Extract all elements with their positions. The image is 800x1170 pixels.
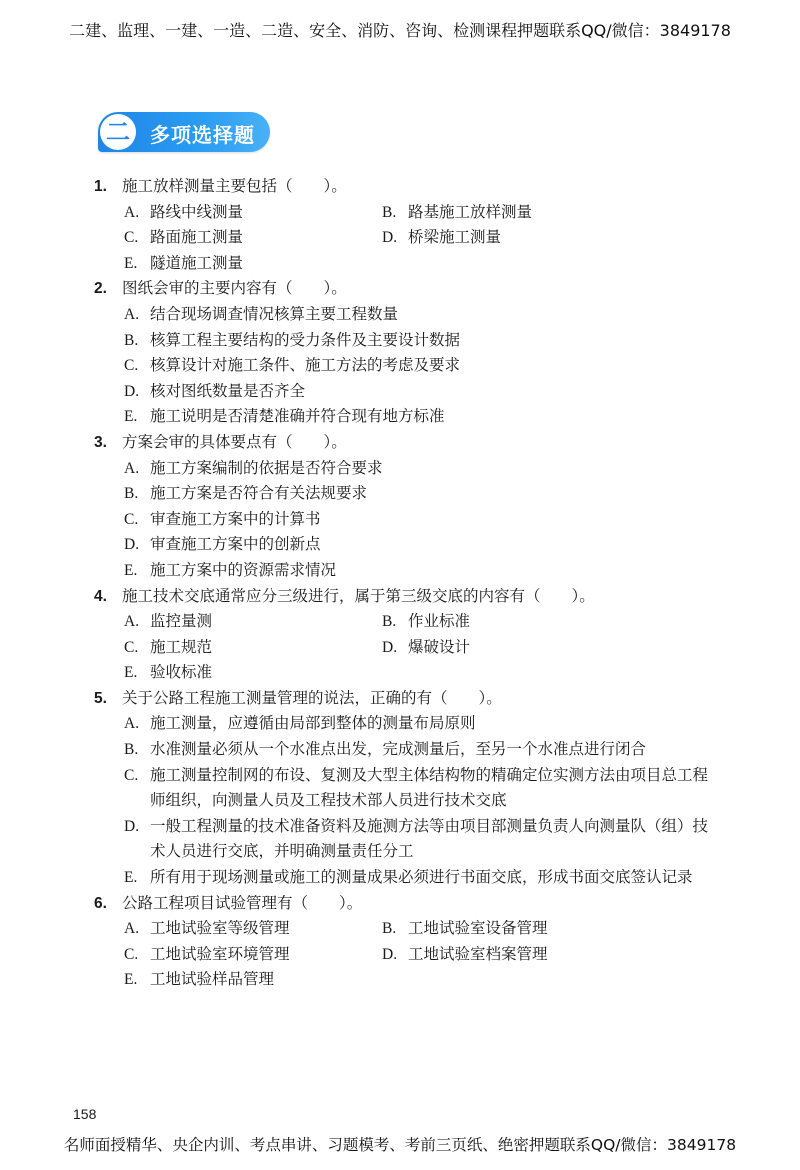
- question-stem: [94, 174, 714, 200]
- option-letter: B.: [382, 920, 397, 938]
- option-list: [94, 302, 714, 430]
- question-text: 公路工程项目试验管理有（ ）。: [122, 893, 363, 912]
- question-item: [94, 174, 714, 276]
- option-letter: D.: [124, 536, 140, 554]
- option-item: [124, 481, 714, 507]
- option-letter: C.: [124, 510, 139, 528]
- question-stem: [94, 276, 714, 302]
- option-text: 核对图纸数量是否齐全: [150, 381, 306, 400]
- question-number: 1.: [94, 178, 107, 195]
- option-text: 监控量测: [150, 612, 213, 631]
- option-text: 工地试验室环境管理: [150, 944, 290, 963]
- option-list: [94, 711, 714, 890]
- option-letter: D.: [124, 817, 140, 835]
- option-letter: B.: [124, 485, 139, 503]
- question-number: 4.: [94, 587, 107, 605]
- option-text: 施工方案中的资源需求情况: [150, 560, 337, 579]
- option-item: [124, 814, 714, 865]
- option-item: [382, 942, 632, 968]
- question-stem: [94, 891, 714, 917]
- option-item: [124, 660, 382, 686]
- option-item: [124, 609, 382, 635]
- option-item: [124, 635, 382, 661]
- option-item: [124, 404, 714, 430]
- option-letter: D.: [382, 945, 398, 963]
- option-text: 工地试验样品管理: [150, 970, 275, 989]
- option-text: 爆破设计: [408, 637, 471, 656]
- option-item: [124, 507, 714, 533]
- option-letter: C.: [124, 945, 139, 963]
- option-text: 所有用于现场测量或施工的测量成果必须进行书面交底，形成书面交底签认记录: [150, 868, 693, 887]
- option-list: [94, 456, 714, 584]
- question-item: [94, 686, 714, 891]
- option-item: [124, 967, 382, 993]
- option-text: 施工方案是否符合有关法规要求: [150, 484, 368, 503]
- option-item: [124, 379, 714, 405]
- option-text: 审查施工方案中的创新点: [150, 535, 321, 554]
- option-item: [382, 916, 632, 942]
- option-text: 核算工程主要结构的受力条件及主要设计数据: [150, 330, 461, 349]
- option-letter: C.: [124, 357, 139, 375]
- question-text: 关于公路工程施工测量管理的说法，正确的有（ ）。: [122, 688, 502, 707]
- option-letter: E.: [124, 971, 138, 989]
- header-banner: 二建、监理、一建、一造、二造、安全、消防、咨询、检测课程押题联系QQ/微信：3849178: [69, 21, 731, 40]
- option-letter: E.: [124, 254, 138, 272]
- option-letter: B.: [382, 613, 397, 631]
- option-item: [124, 456, 714, 482]
- question-text: 图纸会审的主要内容有（ ）。: [122, 279, 347, 298]
- option-item: [382, 225, 632, 251]
- option-item: [124, 558, 714, 584]
- option-letter: C.: [124, 638, 139, 656]
- option-item: [124, 353, 714, 379]
- question-number: 2.: [94, 280, 107, 298]
- option-text: 施工方案编制的依据是否符合要求: [150, 458, 383, 477]
- option-item: [124, 711, 714, 737]
- option-letter: E.: [124, 664, 138, 682]
- question-text: 施工技术交底通常应分三级进行，属于第三级交底的内容有（ ）。: [122, 586, 595, 605]
- question-item: [94, 276, 714, 430]
- question-list: [94, 174, 714, 993]
- question-item: [94, 430, 714, 584]
- question-stem: [94, 584, 714, 610]
- option-item: [124, 328, 714, 354]
- option-letter: A.: [124, 920, 140, 938]
- option-text: 路基施工放样测量: [408, 202, 533, 221]
- option-item: [124, 251, 382, 277]
- question-number: 3.: [94, 433, 107, 451]
- option-text: 施工测量控制网的布设、复测及大型主体结构物的精确定位实测方法由项目总工程师组织，向测量人员及工程技术部人员进行技术交底: [150, 765, 709, 810]
- option-letter: A.: [124, 459, 140, 477]
- option-letter: E.: [124, 561, 138, 579]
- section-heading: [98, 112, 270, 152]
- section-title: 多项选择题: [150, 123, 255, 147]
- option-text: 路面施工测量: [150, 228, 244, 247]
- option-item: [382, 635, 632, 661]
- question-stem: [94, 430, 714, 456]
- option-item: [124, 763, 714, 814]
- option-text: 验收标准: [150, 663, 213, 682]
- option-item: [124, 942, 382, 968]
- option-letter: B.: [124, 741, 139, 759]
- option-letter: A.: [124, 305, 140, 323]
- page-number: 158: [73, 1106, 97, 1122]
- option-text: 工地试验室档案管理: [408, 944, 548, 963]
- option-text: 隧道施工测量: [150, 253, 244, 272]
- option-text: 审查施工方案中的计算书: [150, 509, 321, 528]
- option-text: 桥梁施工测量: [408, 228, 502, 247]
- option-text: 施工说明是否清楚准确并符合现有地方标准: [150, 407, 445, 426]
- option-list: [94, 200, 714, 277]
- option-letter: E.: [124, 869, 138, 887]
- question-number: 6.: [94, 894, 107, 912]
- option-text: 核算设计对施工条件、施工方法的考虑及要求: [150, 356, 461, 375]
- option-letter: A.: [124, 715, 140, 733]
- option-item: [124, 200, 382, 226]
- option-text: 路线中线测量: [150, 202, 244, 221]
- section-number-badge: 二: [100, 114, 136, 150]
- option-item: [124, 532, 714, 558]
- option-item: [124, 737, 714, 763]
- option-text: 作业标准: [408, 612, 471, 631]
- option-letter: C.: [124, 229, 139, 247]
- option-text: 一般工程测量的技术准备资料及施测方法等由项目部测量负责人向测量队（组）技术人员进行交底，并明确测量责任分工: [150, 816, 709, 861]
- footer-banner: 名师面授精华、央企内训、考点串讲、习题模考、考前三页纸、绝密押题联系QQ/微信：3849178: [63, 1136, 737, 1154]
- option-item: [124, 865, 714, 891]
- option-letter: A.: [124, 613, 140, 631]
- option-item: [382, 609, 632, 635]
- option-letter: B.: [382, 203, 397, 221]
- option-text: 结合现场调查情况核算主要工程数量: [150, 304, 399, 323]
- option-text: 水准测量必须从一个水准点出发，完成测量后，至另一个水准点进行闭合: [150, 740, 647, 759]
- option-text: 施工测量，应遵循由局部到整体的测量布局原则: [150, 714, 476, 733]
- question-item: [94, 891, 714, 993]
- option-letter: E.: [124, 408, 138, 426]
- question-text: 方案会审的具体要点有（ ）。: [122, 432, 347, 451]
- question-item: [94, 584, 714, 686]
- option-text: 施工规范: [150, 637, 213, 656]
- question-number: 5.: [94, 689, 107, 707]
- option-item: [124, 916, 382, 942]
- option-item: [124, 225, 382, 251]
- question-stem: [94, 686, 714, 712]
- option-list: [94, 916, 714, 993]
- option-letter: D.: [382, 229, 398, 247]
- option-letter: B.: [124, 331, 139, 349]
- option-letter: D.: [124, 382, 140, 400]
- option-item: [124, 302, 714, 328]
- option-letter: A.: [124, 203, 140, 221]
- option-list: [94, 609, 714, 686]
- option-text: 工地试验室等级管理: [150, 919, 290, 938]
- option-item: [382, 200, 632, 226]
- option-letter: C.: [124, 766, 139, 784]
- option-letter: D.: [382, 638, 398, 656]
- question-text: 施工放样测量主要包括（ ）。: [122, 177, 347, 195]
- option-text: 工地试验室设备管理: [408, 919, 548, 938]
